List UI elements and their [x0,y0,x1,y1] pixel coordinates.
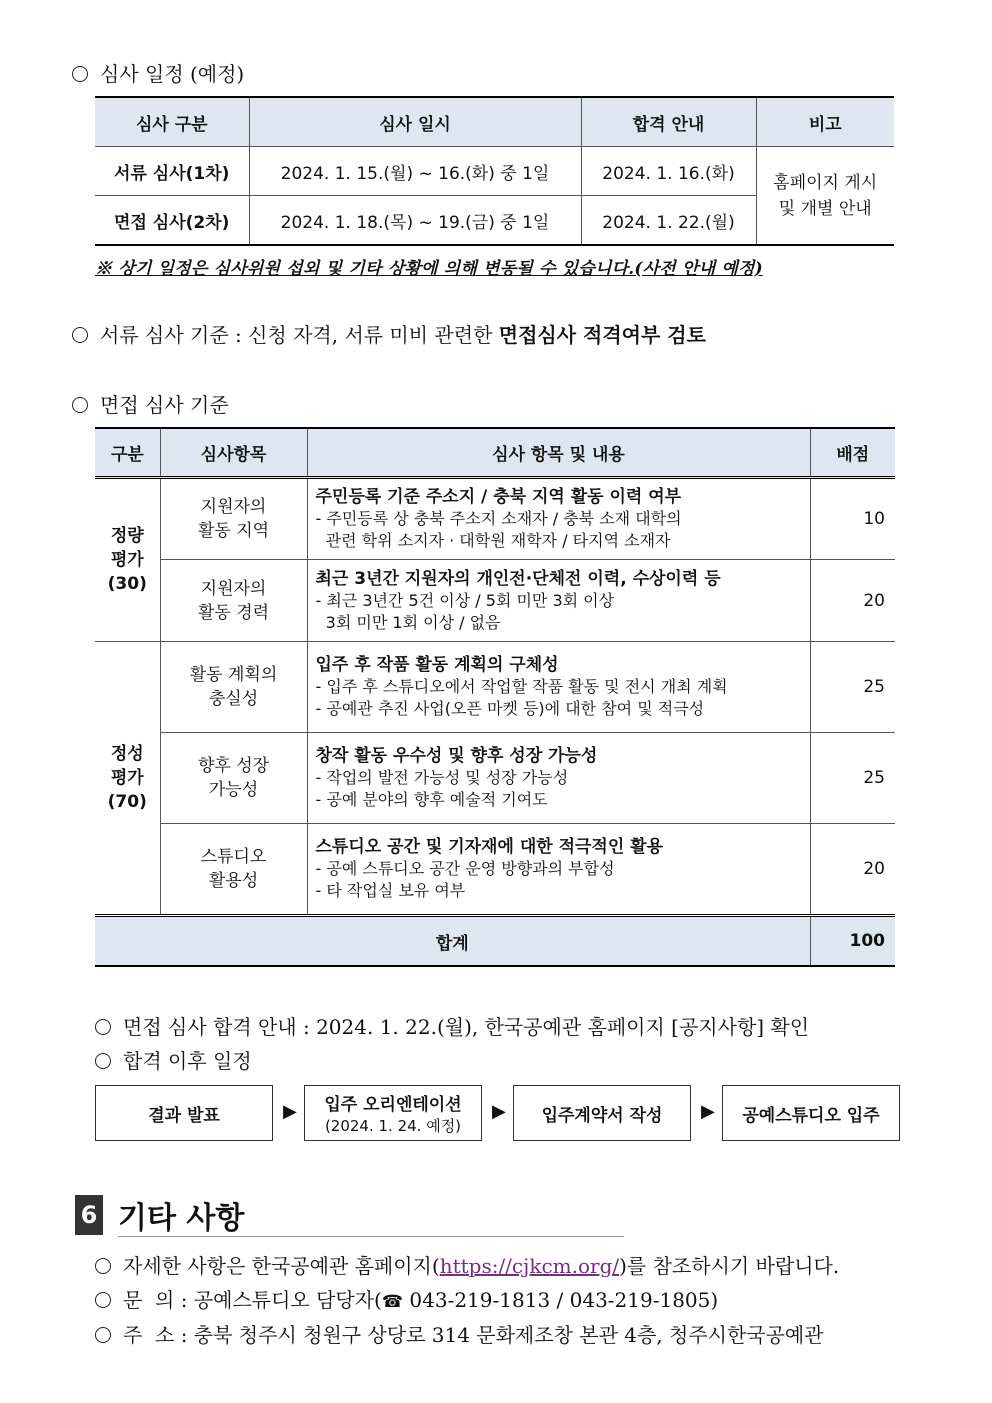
total-label: 합계 [95,916,810,967]
item-score: 20 [810,824,895,916]
schedule-heading: 심사 일정 (예정) [72,58,244,87]
total-row [95,916,895,967]
remark-line: 홈페이지 게시 [773,172,878,193]
group-label: 정성 평가 (70) [95,642,160,916]
interview-heading: 면접 심사 기준 [72,389,229,418]
section-title: 기타 사항 [118,1201,245,1236]
item-name: 향후 성장 가능성 [160,733,307,824]
flow-step-contract: 입주계약서 작성 [513,1085,691,1141]
after-pass-heading: 합격 이후 일정 [95,1045,252,1074]
circle-bullet-icon [95,1053,111,1069]
circle-bullet-icon [95,1019,111,1035]
result-date: 2024. 1. 16.(화) [581,147,756,196]
table-header-row [95,428,895,478]
interview-result-announce: 면접 심사 합격 안내 : 2024. 1. 22.(월), 한국공예관 홈페이지 [공지사항] 확인 [95,1011,809,1040]
item-content: 주민등록 기준 주소지 / 충북 지역 활동 이력 여부 - 주민등록 상 충북 주소지 소재자 / 충북 소재 대학의 관련 학위 소지자 · 대학원 재학자 / 타지역 소재자 [307,478,810,560]
table-row [95,478,895,560]
circle-bullet-icon [72,327,88,343]
col-header: 배점 [810,428,895,478]
flow-step-orientation: 입주 오리엔테이션 (2024. 1. 24. 예정) [304,1085,482,1141]
circle-bullet-icon [95,1292,111,1308]
item-name: 지원자의 활동 지역 [160,478,307,560]
item-score: 25 [810,733,895,824]
col-header: 심사항목 [160,428,307,478]
col-header: 심사 구분 [95,97,249,147]
item-content: 입주 후 작품 활동 계획의 구체성 - 입주 후 스튜디오에서 작업할 작품 활동 및 전시 개최 계획 - 공예관 추진 사업(오픈 마켓 등)에 대한 참여 및 적극성 [307,642,810,733]
doc-review-criteria: 서류 심사 기준 : 신청 자격, 서류 미비 관련한 면접심사 적격여부 검토 [72,319,706,348]
item-name: 지원자의 활동 경력 [160,560,307,642]
result-date: 2024. 1. 22.(월) [581,196,756,246]
review-type: 면접 심사(2차) [95,196,249,246]
contact-line: 문 의 : 공예스튜디오 담당자(☎ 043-219-1813 / 043-219-1805) [95,1284,718,1313]
circle-bullet-icon [95,1258,111,1274]
review-date: 2024. 1. 18.(목) ~ 19.(금) 중 1일 [249,196,581,246]
address-line: 주 소 : 충북 청주시 청원구 상당로 314 문화제조창 본관 4층, 청주시한국공예관 [95,1319,824,1348]
circle-bullet-icon [95,1327,111,1343]
remark-line: 및 개별 안내 [778,198,872,219]
total-score: 100 [810,916,895,967]
group-label: 정량 평가 (30) [95,478,160,642]
item-score: 20 [810,560,895,642]
col-header: 합격 안내 [581,97,756,147]
flow-step-move-in: 공예스튜디오 입주 [722,1085,900,1141]
schedule-note: ※ 상기 일정은 심사위원 섭외 및 기타 상황에 의해 변동될 수 있습니다.(사전 안내 예정) [95,259,763,279]
criteria-table [95,427,895,967]
section-divider [118,1236,624,1237]
col-header: 구분 [95,428,160,478]
item-name: 스튜디오 활용성 [160,824,307,916]
table-row [95,642,895,733]
item-score: 10 [810,478,895,560]
col-header: 심사 항목 및 내용 [307,428,810,478]
table-row [95,824,895,916]
circle-bullet-icon [72,397,88,413]
section-number: 6 [75,1195,103,1235]
circle-bullet-icon [72,66,88,82]
item-score: 25 [810,642,895,733]
arrow-right-icon: ▶ [283,1101,297,1122]
remark-cell [756,147,894,246]
phone-icon: ☎ [381,1292,404,1312]
homepage-link[interactable]: https://cjkcm.org/ [439,1254,620,1278]
arrow-right-icon: ▶ [492,1101,506,1122]
col-header: 비고 [756,97,894,147]
item-content: 최근 3년간 지원자의 개인전·단체전 이력, 수상이력 등 - 최근 3년간 5건 이상 / 5회 미만 3회 이상 3회 미만 1회 이상 / 없음 [307,560,810,642]
review-type: 서류 심사(1차) [95,147,249,196]
review-date: 2024. 1. 15.(월) ~ 16.(화) 중 1일 [249,147,581,196]
col-header: 심사 일시 [249,97,581,147]
table-row [95,733,895,824]
table-row [95,560,895,642]
schedule-table [95,96,894,246]
item-name: 활동 계획의 충실성 [160,642,307,733]
homepage-note: 자세한 사항은 한국공예관 홈페이지(https://cjkcm.org/)를 참조하시기 바랍니다. [95,1250,839,1279]
flow-step-result: 결과 발표 [95,1085,273,1141]
item-content: 창작 활동 우수성 및 향후 성장 가능성 - 작업의 발전 가능성 및 성장 가능성 - 공예 분야의 향후 예술적 기여도 [307,733,810,824]
table-header-row [95,97,894,147]
item-content: 스튜디오 공간 및 기자재에 대한 적극적인 활용 - 공예 스튜디오 공간 운영 방향과의 부합성 - 타 작업실 보유 여부 [307,824,810,916]
arrow-right-icon: ▶ [701,1101,715,1122]
table-row [95,147,894,196]
